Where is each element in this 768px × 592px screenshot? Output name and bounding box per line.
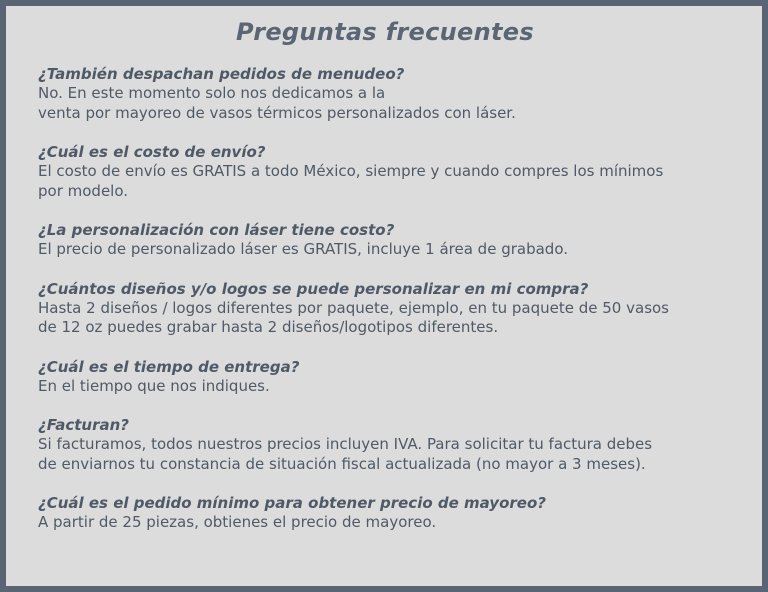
- faq-answer-line: de 12 oz puedes grabar hasta 2 diseños/logotipos diferentes.: [38, 318, 499, 336]
- faq-answer: [38, 84, 732, 123]
- page-title: Preguntas frecuentes: [236, 18, 534, 46]
- faq-answer-line: A partir de 25 piezas, obtienes el precio de mayoreo.: [38, 513, 437, 531]
- faq-list: [38, 64, 732, 533]
- faq-question: ¿Cuántos diseños y/o logos se puede personalizar en mi compra?: [38, 279, 589, 298]
- faq-answer-line: El precio de personalizado láser es GRATIS, incluye 1 área de grabado.: [38, 240, 568, 258]
- faq-question: ¿Facturan?: [38, 416, 129, 434]
- faq-answer-line: No. En este momento solo nos dedicamos a la: [38, 84, 386, 102]
- faq-item-costo-envio: [38, 142, 732, 201]
- faq-answer: [38, 162, 732, 201]
- faq-question: ¿Cuál es el pedido mínimo para obtener precio de mayoreo?: [38, 494, 546, 512]
- faq-answer: [38, 377, 732, 397]
- faq-answer: [38, 299, 732, 338]
- faq-answer: [38, 435, 732, 474]
- faq-answer-line: En el tiempo que nos indiques.: [38, 376, 270, 395]
- faq-item-pedido-minimo: [38, 493, 732, 533]
- faq-answer-line: de enviarnos tu constancia de situación fiscal actualizada (no mayor a 3 meses).: [38, 454, 646, 473]
- faq-item-costo-personalizacion: [38, 220, 732, 260]
- faq-answer-line: venta por mayoreo de vasos térmicos personalizados con láser.: [38, 103, 516, 122]
- faq-item-tiempo-entrega: [38, 357, 732, 397]
- faq-answer: [38, 513, 732, 533]
- faq-item-despacho-menudeo: [38, 64, 732, 123]
- faq-answer: [38, 240, 732, 260]
- faq-question: ¿Cuál es el costo de envío?: [38, 143, 266, 161]
- faq-panel: [6, 6, 762, 586]
- faq-question: ¿Cuál es el tiempo de entrega?: [38, 357, 300, 376]
- faq-question: ¿La personalización con láser tiene costo?: [38, 221, 395, 239]
- faq-answer-line: por modelo.: [38, 181, 129, 200]
- faq-answer-line: Si facturamos, todos nuestros precios incluyen IVA. Para solicitar tu factura debes: [38, 435, 653, 453]
- faq-item-disenos-logos: [38, 279, 732, 338]
- faq-question: ¿También despachan pedidos de menudeo?: [38, 65, 405, 83]
- faq-answer-line: El costo de envío es GRATIS a todo México, siempre y cuando compres los mínimos: [38, 162, 664, 180]
- faq-answer-line: Hasta 2 diseños / logos diferentes por paquete, ejemplo, en tu paquete de 50 vasos: [38, 298, 669, 317]
- faq-item-facturan: [38, 415, 732, 474]
